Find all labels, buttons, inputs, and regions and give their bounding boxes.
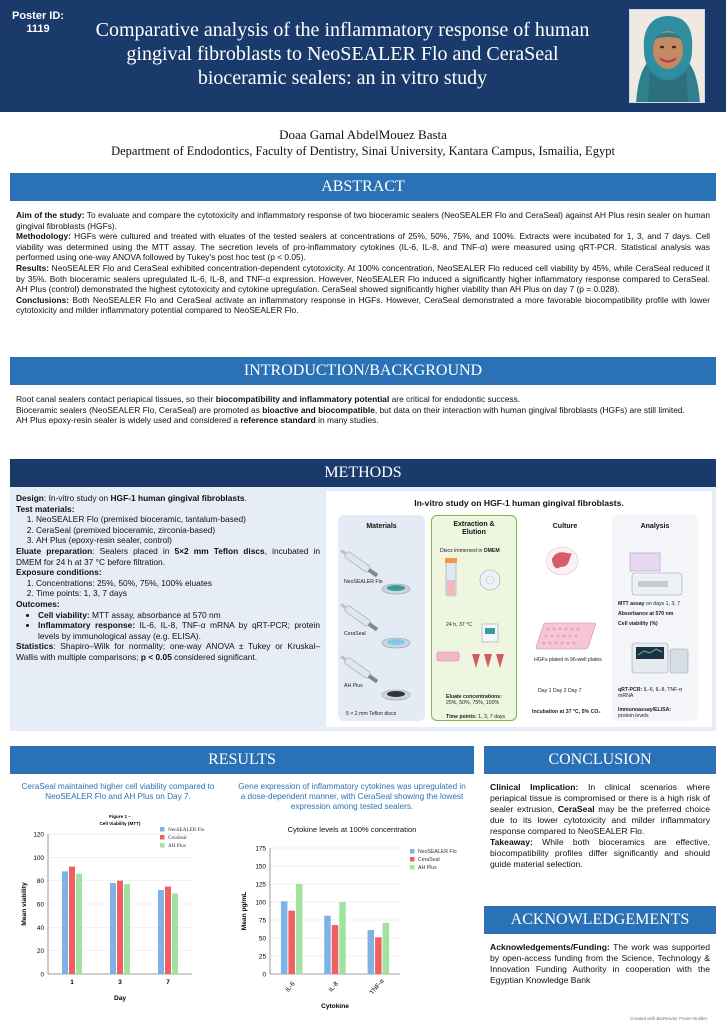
y-tick-label: 75 [258,917,266,925]
bar [288,911,295,974]
bar [368,930,375,974]
bar [281,901,288,974]
eluate-text: , incubated in DMEM for 24 h at 37 °C before filtration. [16,545,321,567]
exposure-label: Exposure conditions: [16,567,102,578]
ack-heading: ACKNOWLEDGEMENTS [484,906,716,934]
x-tick-label: 7 [166,979,170,986]
absorbance-label: Absorbance at 570 nm [618,611,674,617]
outcomes-list [16,610,320,642]
x-tick-label: 1 [70,979,74,986]
author-name: Doaa Gamal AbdelMouez Basta [279,127,447,142]
results-heading: RESULTS [10,746,474,774]
title-line: Comparative analysis of the inflammatory response of human [95,19,590,41]
viability-label: Cell viability (%) [618,621,658,627]
bar [172,894,178,975]
stats-text: considered significant. [171,651,258,662]
author-photo [629,9,705,103]
eluate-text: : Sealers placed in [92,545,175,556]
outcome-text: MTT assay, absorbance at 570 nm [89,609,221,620]
poster-title [70,18,615,90]
bar [324,916,331,974]
legend-swatch [160,835,165,840]
list-item: 3. AH Plus (epoxy-resin sealer, control) [36,535,320,546]
list-item [38,610,320,621]
methods-body [16,493,320,663]
label-text: Discs immersed in [440,548,484,554]
x-axis-label: Day [113,995,127,1002]
legend-label: AH Plus [418,865,437,871]
material-label: NeoSEALER Flo [344,579,383,585]
figure-col-materials [338,515,425,721]
conclusion-heading: CONCLUSION [484,746,716,774]
label-text: on days 1, 3, 7 [644,601,681,607]
list-item: 1. NeoSEALER Flo (premixed bioceramic, tantalum-based) [36,514,320,525]
qrt-label [618,687,682,699]
eluate-bold: 5×2 mm Teflon discs [174,545,265,556]
intro-text: Root canal sealers contact periapical tissues, so their [16,394,216,404]
incubation-label: Incubation at 37 °C, 5% CO₂ [532,709,601,715]
figure-title: In-vitro study on HGF-1 human gingival fibroblasts. [414,498,624,508]
outcome-label: Inflammatory response: [38,620,136,631]
chart-title: Figure 1 – [109,814,131,819]
poster-id-value: 1119 [26,23,50,35]
culture-illustration [526,537,604,667]
methodology-label: Methodology: [16,231,71,242]
design-text: . [244,493,247,503]
col-heading: Analysis [640,523,670,530]
conclusions-label: Conclusions: [16,294,70,305]
label-bold: qRT-PCR: [618,687,643,693]
time-points [446,714,505,720]
intro-text: are critical for endodontic success. [389,394,521,404]
design-label: Design [16,493,44,503]
y-tick-label: 150 [255,863,266,871]
y-tick-label: 100 [255,899,266,907]
legend-swatch [160,843,165,848]
clinical-label: Clinical Implication: [490,782,579,792]
eluate-conc [446,694,502,706]
results-caption-1: CeraSeal maintained higher cell viability compared to NeoSEALER Flo and AH Plus on Day 7. [21,782,215,801]
y-tick-label: 175 [255,845,266,853]
legend-label: AH Plus [168,843,186,849]
stats-bold: p < 0.05 [140,651,172,662]
label-text: protein levels [618,713,649,720]
material-label: AH Plus [344,683,363,689]
abstract-heading: ABSTRACT [10,173,716,201]
results-text: NeoSEALER Flo and CeraSeal exhibited concentration-dependent cytotoxicity. At 100% concentration, NeoSEALER Flo reduced cell viability by 45%, while CeraSeal reduced it by 35%. Both bioceramic sealers upregulated IL-6, IL-8, and TNF-α expression. However, NeoSEALER Flo induced a significantly higher inflammatory response compared to CeraSeal. AH Plus (control) demonstrated the highest cytotoxicity and cytokine upregulation. CeraSeal showed significantly higher viability than AH Plus on day 7 (p = 0.028). [16,262,710,295]
author-affiliation: Department of Endodontics, Faculty of Dentistry, Sinai University, Kantara Campus, Ismailia, Egypt [111,144,615,158]
legend-swatch [410,857,415,862]
clinical-text: In clinical scenarios where periapical tissue is compromised or there is a high risk of sealer extrusion, [490,782,710,814]
bar [69,867,75,974]
clinical-text: may be the preferred choice due to its lower cytotoxicity and milder inflammatory response compared to NeoSEALER Flo. [490,804,710,836]
legend-label: CeraSeal [418,857,440,863]
ack-body [490,942,710,986]
y-tick-label: 120 [33,831,44,839]
y-tick-label: 25 [258,953,266,961]
chart-title: Cell Viability (MTT) [99,821,141,826]
y-axis-label: Mean viability [21,882,28,926]
materials-label: Test materials: [16,503,75,514]
material-label: 5 × 2 mm Teflon discs [346,711,397,717]
conclusion-body [490,782,710,870]
methodology-text: HGFs were cultured and treated with eluates of the tested sealers at concentrations of 25%, 50%, 75%, and 100%. Extracts were incubated for 1, 3, and 7 days. Cell viability was determined using the MTT assay. The secretion levels of pro-inflammatory cytokines (IL-6, IL-8, and TNF-α) were measured using qRT-PCR. Statistical analysis was performed using one-way ANOVA followed by Tukey's post hoc test (p < 0.05). [16,231,711,263]
exposure-list [16,578,320,599]
x-tick-label: IL-8 [327,980,341,994]
label-bold: Immunoassay/ELISA: [618,707,672,713]
y-tick-label: 60 [36,901,44,909]
aim-text: To evaluate and compare the cytotoxicity and inflammatory response of two bioceramic sealers (NeoSEALER Flo and CeraSeal) against AH Plus resin sealer on human gingival fibroblasts (HGFs). [16,210,710,231]
intro-body [16,394,710,426]
bar [158,890,164,974]
figure-col-analysis [612,515,698,721]
title-line: bioceramic sealers: an in vitro study [197,67,488,89]
label-bold: DMEM [483,548,500,554]
y-tick-label: 125 [255,881,266,889]
y-tick-label: 80 [36,878,44,886]
analysis-illustration [612,539,698,679]
stats-label: Statistics [16,641,54,652]
bar [375,937,382,974]
y-tick-label: 0 [40,971,44,979]
legend-label: CeraSeal [168,835,187,841]
design-text: : In-vitro study on [43,493,111,503]
poster-id [12,10,64,36]
x-tick-label: TNF-α [368,977,386,997]
culture-label: HGFs plated in 96-well plates [534,657,602,663]
col-heading: Culture [552,523,578,530]
extraction-illustration [432,556,518,676]
col-heading: Extraction & [453,521,495,528]
label-text: IL-6, IL-8, TNF-α [642,687,683,693]
y-tick-label: 40 [36,924,44,932]
label-text: 25%, 50%, 75%, 100% [446,700,500,707]
legend-label: NeoSEALER Flo [168,827,205,833]
col-heading: Materials [366,523,397,530]
stats-text: : Shapiro–Wilk for normality; one-way ANOVA ± Tukey or Kruskal–Wallis with multiple comparisons; [16,641,320,662]
chart2-title: Cytokine levels at 100% concentration [287,825,417,834]
col-heading: Elution [462,529,486,536]
list-item: 1. Concentrations: 25%, 50%, 75%, 100% eluates [36,578,320,589]
bar [339,902,346,974]
intro-text: AH Plus epoxy-resin sealer is widely used and considered a [16,415,241,426]
ack-label: Acknowledgements/Funding: [490,942,610,952]
clinical-bold: CeraSeal [557,804,595,814]
label-bold: MTT assay [618,601,645,607]
discs-dmem-label [440,548,500,554]
y-tick-label: 0 [262,971,266,979]
takeaway-text: While both bioceramics are effective, biocompatibility profiles differ significantly and should guide material selection. [490,837,710,869]
x-tick-label: IL-6 [284,980,297,994]
figure-col-culture [526,515,604,721]
figure-col-extraction [431,515,517,721]
list-item [38,620,320,641]
outcome-text: IL-6, IL-8, TNF-α mRNA by qRT-PCR; protein levels by immunological assay (e.g. ELISA). [38,620,320,641]
bar [110,883,116,974]
label-bold: Time points: [446,714,477,720]
days-label: Day 1 Day 3 Day 7 [538,688,582,694]
intro-bold: biocompatibility and inflammatory potential [215,394,390,404]
abstract-body [16,210,710,316]
legend-label: NeoSEALER Flo [418,849,457,855]
intro-text: in many studies. [315,415,379,426]
outcomes-label: Outcomes: [16,598,60,609]
ack-text: The work was supported by open-access funding from the Science, Technology & Innovation Funding Authority in cooperation with the Egyptian Knowledge Bank [490,942,710,985]
y-tick-label: 20 [36,948,44,956]
legend-swatch [410,849,415,854]
results-label: Results: [16,262,50,273]
methods-heading: METHODS [10,459,716,487]
title-line: gingival fibroblasts to NeoSEALER Flo and CeraSeal [126,43,559,65]
outcome-label: Cell viability: [38,609,90,620]
mtt-label [618,601,680,607]
legend-swatch [410,865,415,870]
eluate-label: Eluate preparation [16,545,93,556]
bar [383,923,390,974]
poster-header [0,0,726,112]
conclusions-text: Both NeoSEALER Flo and CeraSeal activate an inflammatory response in HGFs. However, CeraSeal demonstrated a more favorable biocompatibility profile with lower cytotoxicity and milder inflammatory potential compared to NeoSEALER Flo. [16,294,711,316]
bar [165,887,171,975]
materials-list [16,514,320,546]
x-tick-label: 3 [118,979,122,986]
chart-cytokines [236,838,468,1012]
bar [76,874,82,974]
label-text: mRNA [618,693,634,700]
material-label: CeraSeal [344,631,366,637]
bar [62,871,68,974]
bar [117,881,123,974]
intro-text: Bioceramic sealers (NeoSEALER Flo, CeraSeal) are promoted as [16,404,263,415]
y-tick-label: 50 [258,935,266,943]
poster-id-label: Poster ID: [12,10,64,22]
y-tick-label: 100 [33,854,44,862]
design-bold: HGF-1 human gingival fibroblasts [110,493,245,503]
bar [296,884,303,974]
chart-viability [14,808,232,1012]
footer-note: Created with BioRender Poster Builder [630,1016,708,1021]
bar [124,884,130,974]
intro-text: , but data on their interaction with human gingival fibroblasts (HGFs) are still limited. [374,404,685,415]
label-text: 1, 3, 7 days [478,714,506,720]
intro-bold: reference standard [240,415,316,426]
intro-heading: INTRODUCTION/BACKGROUND [10,357,716,385]
bar [332,925,339,974]
legend-swatch [160,827,165,832]
x-axis-label: Cytokine [321,1003,349,1010]
immuno-label [618,707,671,719]
aim-label: Aim of the study: [16,210,85,220]
list-item: 2. CeraSeal (premixed bioceramic, zirconia-based) [36,525,320,536]
takeaway-label: Takeaway: [490,837,533,847]
intro-bold: bioactive and biocompatible [262,404,375,415]
temperature-label: 24 h, 37 °C [446,622,473,628]
results-caption-2: Gene expression of inflammatory cytokines was upregulated in a dose-dependent manner, with CeraSeal showing the lowest expression among tested sealers. [238,782,466,811]
label-bold: Eluate concentrations: [446,694,502,700]
y-axis-label: Mean pg/mL [241,891,248,931]
list-item: 2. Time points: 1, 3, 7 days [36,588,320,599]
